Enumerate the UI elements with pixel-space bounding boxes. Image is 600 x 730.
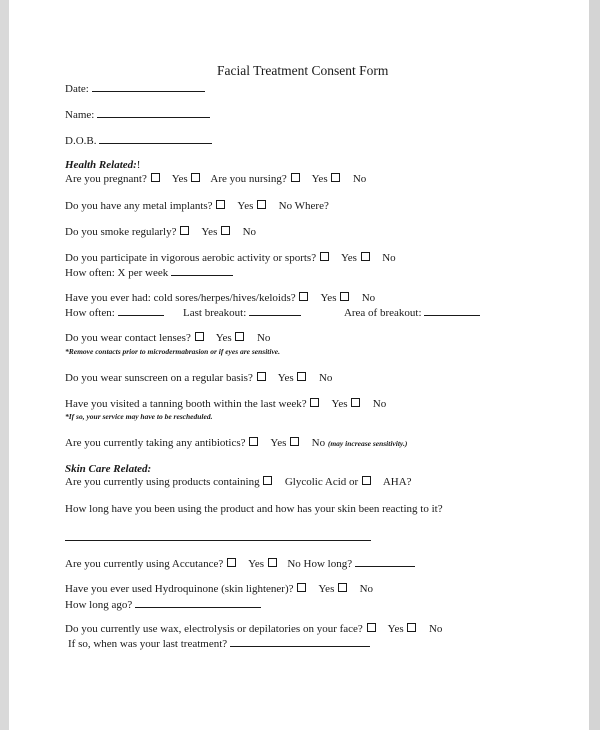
question-text: Have you ever had: cold sores/herpes/hives/keloids?	[65, 292, 296, 304]
checkbox[interactable]	[361, 252, 370, 261]
no-label: No	[359, 583, 374, 595]
checkbox[interactable]	[290, 437, 299, 446]
how-often-per-week-label: How often: X per week	[65, 267, 169, 279]
checkbox[interactable]	[195, 332, 204, 341]
how-long-ago-blank[interactable]	[135, 597, 261, 608]
date-field	[65, 81, 205, 96]
checkbox[interactable]	[340, 292, 349, 301]
aha-label: AHA?	[382, 476, 412, 488]
viewer-scrollbar[interactable]	[589, 0, 600, 730]
question-text: Have you ever used Hydroquinone (skin lightener)?	[65, 583, 294, 595]
question-products	[65, 476, 412, 489]
question-text: Do you have any metal implants?	[65, 200, 213, 212]
checkbox[interactable]	[367, 623, 376, 632]
document-page	[9, 0, 589, 730]
question-wax	[65, 623, 442, 636]
name-field	[65, 107, 210, 122]
no-label: No	[256, 332, 271, 344]
checkbox[interactable]	[235, 332, 244, 341]
checkbox[interactable]	[263, 476, 272, 485]
checkbox[interactable]	[257, 200, 266, 209]
checkbox[interactable]	[338, 583, 347, 592]
question-pregnant	[65, 173, 366, 186]
question-text: Are you nursing?	[210, 173, 287, 185]
cold-sores-details	[65, 305, 480, 320]
no-how-long-label: No How long?	[287, 558, 353, 570]
last-breakout-label: Last breakout:	[183, 307, 247, 319]
checkbox[interactable]	[216, 200, 225, 209]
date-blank[interactable]	[92, 81, 205, 92]
question-text: Are you pregnant?	[65, 173, 147, 185]
yes-label: Yes	[387, 623, 404, 635]
how-long-ago-label: How long ago?	[65, 599, 133, 611]
question-hydroquinone	[65, 583, 373, 596]
dob-blank[interactable]	[99, 133, 212, 144]
yes-label: Yes	[171, 173, 188, 185]
checkbox[interactable]	[268, 558, 277, 567]
yes-label: Yes	[201, 226, 218, 238]
question-cold-sores	[65, 292, 375, 305]
checkbox[interactable]	[191, 173, 200, 182]
how-often-label: How often:	[65, 307, 115, 319]
yes-label: Yes	[320, 292, 337, 304]
dob-label: D.O.B.	[65, 135, 97, 147]
checkbox[interactable]	[407, 623, 416, 632]
no-label: No	[311, 437, 326, 449]
checkbox[interactable]	[297, 583, 306, 592]
question-how-long-product: How long have you been using the product and how has your skin been reacting to it?	[65, 503, 443, 515]
yes-label: Yes	[340, 252, 357, 264]
accutance-how-long-blank[interactable]	[355, 556, 415, 567]
name-blank[interactable]	[97, 107, 210, 118]
last-treatment-blank[interactable]	[230, 636, 370, 647]
date-label: Date:	[65, 83, 89, 95]
viewer-left-margin	[0, 0, 9, 730]
no-label: No	[361, 292, 376, 304]
question-text: Do you smoke regularly?	[65, 226, 177, 238]
checkbox[interactable]	[310, 398, 319, 407]
yes-label: Yes	[270, 437, 287, 449]
hydroquinone-when	[65, 597, 261, 612]
no-label: No	[382, 252, 396, 264]
health-heading	[65, 159, 140, 172]
last-treatment-label: If so, when was your last treatment?	[68, 638, 228, 650]
checkbox[interactable]	[299, 292, 308, 301]
wax-last-treatment	[68, 636, 370, 651]
question-contacts	[65, 332, 270, 345]
checkbox[interactable]	[362, 476, 371, 485]
checkbox[interactable]	[291, 173, 300, 182]
checkbox[interactable]	[180, 226, 189, 235]
checkbox[interactable]	[227, 558, 236, 567]
question-exercise	[65, 252, 396, 265]
no-where-label: No Where?	[278, 200, 329, 212]
yes-label: Yes	[277, 372, 294, 384]
frequency-blank[interactable]	[171, 265, 233, 276]
yes-label: Yes	[318, 583, 335, 595]
question-text: Have you visited a tanning booth within the last week?	[65, 398, 307, 410]
question-text: Do you wear sunscreen on a regular basis?	[65, 372, 253, 384]
yes-label: Yes	[237, 200, 254, 212]
question-sunscreen	[65, 372, 332, 385]
checkbox[interactable]	[257, 372, 266, 381]
form-title: Facial Treatment Consent Form	[217, 63, 389, 78]
question-text: Are you currently using products containing	[65, 476, 260, 488]
health-heading-mark: !	[136, 159, 141, 171]
question-text: Do you wear contact lenses?	[65, 332, 191, 344]
tanning-note: *If so, your service may have to be rescheduled.	[65, 412, 213, 421]
last-breakout-blank[interactable]	[249, 305, 301, 316]
checkbox[interactable]	[320, 252, 329, 261]
question-text: Are you currently using Accutance?	[65, 558, 224, 570]
checkbox[interactable]	[351, 398, 360, 407]
product-reaction-blank[interactable]	[65, 530, 371, 541]
how-often-blank[interactable]	[118, 305, 164, 316]
area-of-breakout-label: Area of breakout:	[343, 307, 422, 319]
question-text: Are you currently taking any antibiotics?	[65, 437, 246, 449]
contacts-note: *Remove contacts prior to microdermabrasion or if eyes are sensitive.	[65, 347, 280, 356]
checkbox[interactable]	[249, 437, 258, 446]
checkbox[interactable]	[151, 173, 160, 182]
question-antibiotics	[65, 437, 407, 450]
question-metal-implants	[65, 200, 329, 213]
no-label: No	[428, 623, 443, 635]
question-text: Do you currently use wax, electrolysis or depilatories on your face?	[65, 623, 363, 635]
yes-label: Yes	[248, 558, 265, 570]
question-tanning	[65, 398, 386, 411]
no-label: No	[352, 173, 367, 185]
no-label: No	[372, 398, 387, 410]
question-smoke	[65, 226, 256, 239]
checkbox[interactable]	[331, 173, 340, 182]
no-label: No	[242, 226, 257, 238]
antibiotics-note: (may increase sensitivity.)	[327, 439, 408, 448]
checkbox[interactable]	[297, 372, 306, 381]
checkbox[interactable]	[221, 226, 230, 235]
glycolic-acid-label: Glycolic Acid or	[284, 476, 359, 488]
yes-label: Yes	[331, 398, 348, 410]
dob-field	[65, 133, 212, 148]
question-text: Do you participate in vigorous aerobic activity or sports?	[65, 252, 317, 264]
no-label: No	[318, 372, 333, 384]
yes-label: Yes	[215, 332, 232, 344]
name-label: Name:	[65, 109, 95, 121]
area-of-breakout-blank[interactable]	[424, 305, 480, 316]
skin-care-heading: Skin Care Related:	[65, 463, 152, 475]
yes-label: Yes	[311, 173, 328, 185]
health-heading-text: Health Related:	[65, 159, 137, 171]
exercise-frequency	[65, 265, 233, 280]
question-accutance	[65, 556, 415, 571]
